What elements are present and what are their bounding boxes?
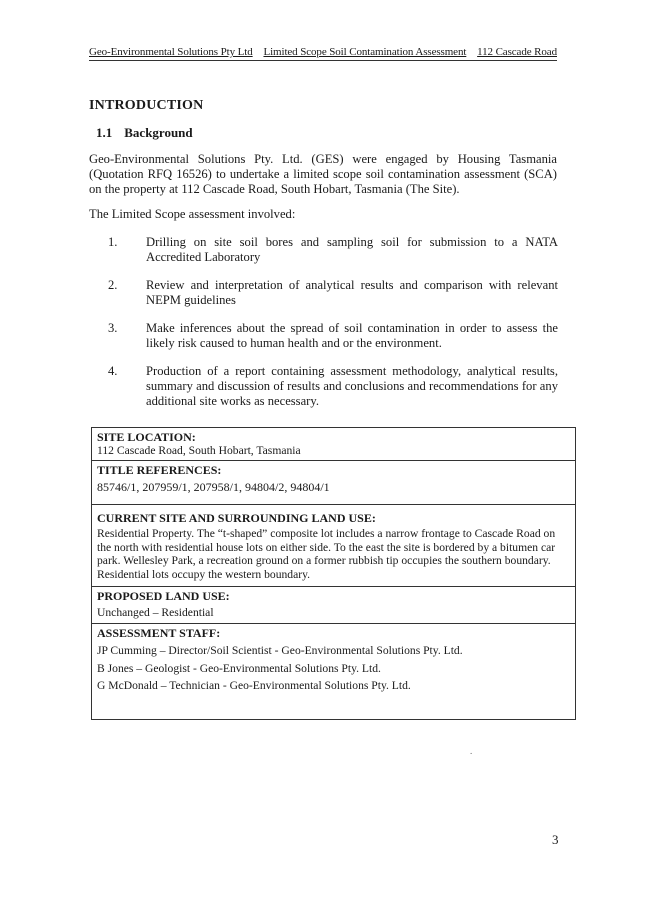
list-item-text: Make inferences about the spread of soil contamination in order to assess the likely risk caused to human health and or the environment.: [146, 321, 558, 350]
proposed-land-use-title: PROPOSED LAND USE:: [97, 589, 230, 603]
list-item-text: Production of a report containing assessment methodology, analytical results, summary and discussion of results and conclusions and recommendations for any additional site works as necessary.: [146, 364, 558, 408]
page-number: 3: [552, 832, 559, 847]
land-use-row: [92, 505, 575, 587]
land-use-value: Residential Property. The “t-shaped” composite lot includes a narrow frontage to Cascade Road on the north with residential house lots on either side. To the east the site is bordered by a bitumen car park. Wellesley Park, a recreation ground on a former rubbish tip occupies the southern boundary. Residential lots occupy the western boundary.: [97, 527, 556, 581]
list-item-text: Review and interpretation of analytical results and comparison with relevant NEPM guidelines: [146, 278, 558, 307]
subsection-title: Background: [124, 125, 193, 140]
assessment-staff-row: [92, 624, 575, 721]
page-header: [89, 46, 557, 61]
subsection-heading: [96, 125, 193, 141]
site-info-table: [91, 427, 576, 720]
title-references-row: [92, 461, 575, 505]
site-location-value: 112 Cascade Road, South Hobart, Tasmania: [97, 444, 301, 457]
staff-member: G McDonald – Technician - Geo-Environmental Solutions Pty. Ltd.: [97, 679, 411, 692]
land-use-title: CURRENT SITE AND SURROUNDING LAND USE:: [97, 511, 376, 525]
stray-mark: .: [470, 746, 473, 756]
header-company: Geo-Environmental Solutions Pty Ltd: [89, 46, 253, 58]
scope-intro-paragraph: The Limited Scope assessment involved:: [89, 207, 296, 221]
list-item-number: 4.: [108, 364, 118, 378]
staff-member: JP Cumming – Director/Soil Scientist - Geo-Environmental Solutions Pty. Ltd.: [97, 644, 463, 657]
list-item-number: 3.: [108, 321, 118, 335]
section-heading: INTRODUCTION: [89, 98, 204, 113]
title-references-value: 85746/1, 207959/1, 207958/1, 94804/2, 94804/1: [97, 480, 330, 494]
site-location-row: [92, 428, 575, 461]
list-item-number: 2.: [108, 278, 118, 292]
assessment-staff-title: ASSESSMENT STAFF:: [97, 626, 221, 640]
header-address: 112 Cascade Road: [477, 46, 557, 58]
staff-member: B Jones – Geologist - Geo-Environmental Solutions Pty. Ltd.: [97, 661, 381, 675]
title-references-title: TITLE REFERENCES:: [97, 463, 222, 477]
list-item-number: 1.: [108, 235, 118, 249]
proposed-land-use-row: [92, 587, 575, 624]
list-item-text: Drilling on site soil bores and sampling soil for submission to a NATA Accredited Laboratory: [146, 235, 558, 264]
background-paragraph: Geo-Environmental Solutions Pty. Ltd. (GES) were engaged by Housing Tasmania (Quotation RFQ 16526) to undertake a limited scope soil contamination assessment (SCA) on the property at 112 Cascade Road, South Hobart, Tasmania (The Site).: [89, 152, 557, 196]
site-location-title: SITE LOCATION:: [97, 430, 196, 444]
header-report-title: Limited Scope Soil Contamination Assessment: [263, 46, 467, 58]
subsection-number: 1.1: [96, 125, 113, 140]
proposed-land-use-value: Unchanged – Residential: [97, 606, 214, 619]
